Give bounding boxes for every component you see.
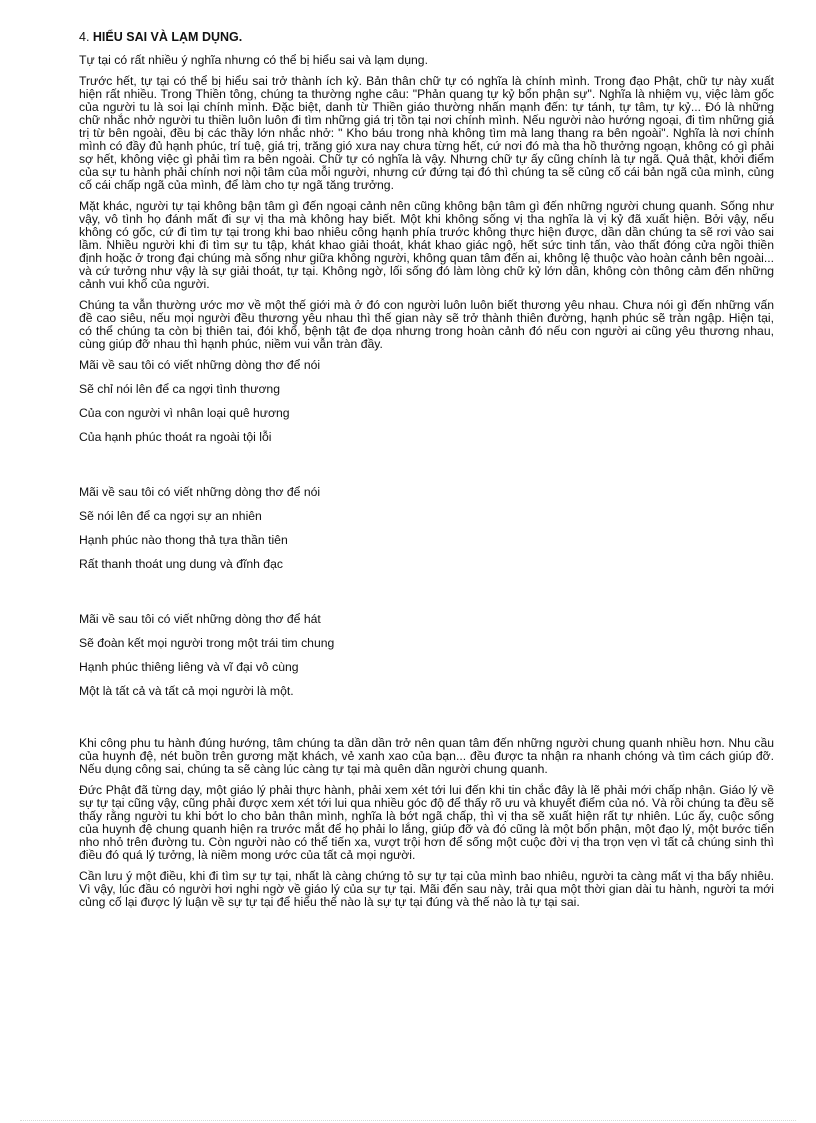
section-heading xyxy=(79,30,774,45)
document-page xyxy=(79,30,774,917)
paragraph-body: Đức Phật đã từng dạy, một giáo lý phải thực hành, phải xem xét tới lui đến khi tin chắc đây là lẽ phải mới chấp nhận. Giáo lý về sự tự tại cũng vậy, cũng phải được xem xét tới lui qua nhiều góc độ để thấy rõ ưu và khuyết điểm của nó. Và rồi chúng ta đều sẽ thấy rằng người tu khi bớt lo cho bản thân mình, nghĩa là bớt ngã chấp, thì vị tha sẽ xuất hiện rất tự nhiên. Lúc ấy, cuộc sống của huynh đệ chung quanh hiện ra trước mắt để họ phải lo lắng, giúp đỡ và đó cũng là một bổn phận, một đạo lý, một bước tiến nho nhỏ trên đường tu. Còn người nào có thể tiến xa, vượt trội hơn để sống một cuộc đời vị tha trọn vẹn vì tất cả chúng sinh thì điều đó quá lý tưởng, là niềm mong ước của tất cả mọi người. xyxy=(79,783,774,862)
poem-line: Hạnh phúc thiêng liêng và vĩ đại vô cùng xyxy=(79,660,299,674)
poem-spacer xyxy=(79,709,774,737)
poem-line: Mãi về sau tôi có viết những dòng thơ để nói xyxy=(79,485,321,499)
page-bottom-divider xyxy=(20,1120,796,1121)
paragraph-body: Chúng ta vẫn thường ước mơ về một thế giới mà ở đó con người luôn luôn biết thương yêu nhau. Chưa nói gì đến những vấn đề cao siêu, nếu mọi người đều thương yêu nhau thì thế gian này sẽ trở thành thiên đường, hạnh phúc sẽ tràn ngập. Hiện tại, có thể chúng ta còn bị thiên tai, đói khổ, bệnh tật đe dọa nhưng trong hoàn cảnh đó nếu con người ai cũng yêu thương nhau, cùng giúp đỡ nhau thì hạnh phúc, niềm vui vẫn tràn đầy. xyxy=(79,298,774,351)
poem-line: Sẽ nói lên để ca ngợi sự an nhiên xyxy=(79,509,262,523)
paragraph-body: Trước hết, tự tại có thể bị hiểu sai trở thành ích kỷ. Bản thân chữ tự có nghĩa là chính mình. Trong đạo Phật, chữ tự này xuất hiện rất nhiều. Trong Thiền tông, chúng ta thường nghe câu: "Phản quang tự kỷ bổn phận sự". Nghĩa là nhiệm vụ, việc làm gốc của người tu là soi lại chính mình. Đặc biệt, danh từ Thiền giáo thường nhấn mạnh đến: tự tánh, tự tâm, tự kỷ... Đó là những chữ nhắc nhở người tu thiền luôn luôn đi tìm những giá trị tồn tại nơi chính mình. Nếu người nào hướng ngoại, đi tìm những giá trị từ bên ngoài, đều bị các thầy lớn nhắc nhở: " Kho báu trong nhà không tìm mà lang thang ra bên ngoài". Nghĩa là nơi chính mình có đầy đủ hạnh phúc, trí tuệ, giá trị, trăng gió xưa nay chưa từng hết, cứ nơi đó mà tha hồ thưởng ngoạn, không có gì phải sợ hết, không việc gì phải tìm ra bên ngoài. Chữ tự có nghĩa là vậy. Nhưng chữ tự ấy cũng chính là tự ngã. Quả thật, khởi điểm của sự tu hành phải chính nơi nội tâm của mỗi người, nhưng cứ đứng tại đó thì chúng ta sẽ củng cố cái bản ngã của mình, củng cố cái chấp ngã của mình, để làm cho tự ngã tăng trưởng. xyxy=(79,74,774,192)
poem-line: Mãi về sau tôi có viết những dòng thơ để hát xyxy=(79,612,321,626)
paragraph-intro: Tự tại có rất nhiều ý nghĩa nhưng có thể bị hiểu sai và lạm dụng. xyxy=(79,53,428,67)
paragraph-body: Khi công phu tu hành đúng hướng, tâm chúng ta dần dần trở nên quan tâm đến những người chung quanh nhiều hơn. Nhu cầu của huynh đệ, nét buồn trên gương mặt khách, vẻ xanh xao của bạn... đều được ta nhận ra nhanh chóng và tìm cách giúp đỡ. Nếu dụng công sai, chúng ta sẽ càng lúc càng tự tại mà quên dần người chung quanh. xyxy=(79,736,774,776)
poem-line: Của con người vì nhân loại quê hương xyxy=(79,406,290,420)
poem-line: Hạnh phúc nào thong thả tựa thần tiên xyxy=(79,533,288,547)
section-title: HIỂU SAI VÀ LẠM DỤNG. xyxy=(92,30,243,44)
poem-line: Của hạnh phúc thoát ra ngoài tội lỗi xyxy=(79,430,272,444)
poem-stanza xyxy=(79,486,774,571)
poem-line: Một là tất cả và tất cả mọi người là một. xyxy=(79,684,294,698)
poem xyxy=(79,359,774,698)
stanza-gap xyxy=(79,455,774,486)
poem-line: Rất thanh thoát ung dung và đĩnh đạc xyxy=(79,557,283,571)
poem-line: Mãi về sau tôi có viết những dòng thơ để nói xyxy=(79,358,321,372)
paragraph-body: Mặt khác, người tự tại không bận tâm gì đến ngoại cảnh nên cũng không bận tâm gì đến những người chung quanh. Sống như vậy, vô tình họ đánh mất đi sự vị tha mà không hay biết. Một khi không sống vị tha nghĩa là vị kỷ đã xuất hiện. Bởi vậy, nếu không có gốc, cứ đi tìm tự tại trong khi bao nhiêu công hạnh phía trước không thực hiện được, dần dần chúng ta sẽ rơi vào sai lầm. Nhiều người khi đi tìm sự tu tập, khát khao giải thoát, khát khao giác ngộ, hết sức tinh tấn, vào thất đóng cửa ngồi thiền định hoặc ở trong đại chúng mà sống như giữa không người, không quan tâm đến ai, không lệ thuộc vào hoàn cảnh bên ngoài... và cứ tưởng như vậy là sự giải thoát, tự tại. Không ngờ, lối sống đó làm lòng chữ kỷ lớn dần, không còn thông cảm đến những cảnh vui khổ của người. xyxy=(79,199,774,291)
stanza-gap xyxy=(79,582,774,613)
section-number: 4. xyxy=(79,30,93,44)
paragraph-body: Cần lưu ý một điều, khi đi tìm sự tự tại, nhất là càng chứng tỏ sự tự tại của mình bao nhiêu, người ta càng mất vị tha bấy nhiêu. Vì vậy, lúc đầu có người hơi nghi ngờ về giáo lý của sự tự tại. Mãi đến sau này, trải qua một thời gian dài tu hành, người ta mới củng cố lại được lý luận về sự tự tại để hiểu thế nào là sự tự tại đúng và thế nào là tự tại sai. xyxy=(79,869,774,909)
poem-line: Sẽ chỉ nói lên để ca ngợi tình thương xyxy=(79,382,280,396)
poem-stanza xyxy=(79,359,774,444)
poem-line: Sẽ đoàn kết mọi người trong một trái tim chung xyxy=(79,636,335,650)
poem-stanza xyxy=(79,613,774,698)
